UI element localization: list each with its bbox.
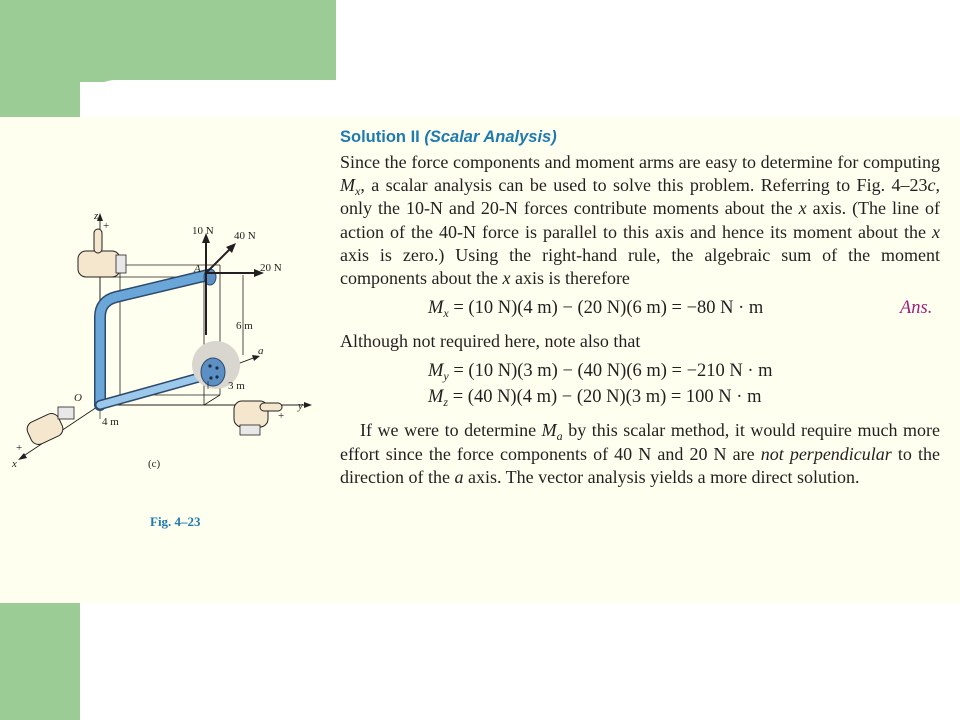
equation-my-body — [428, 361, 773, 382]
solution-text — [340, 128, 940, 489]
p3-part-3: to the direction of the — [340, 443, 941, 487]
p1-part-2: , a scalar analysis can be used to solve this problem. Referring to Fig. 4–23 — [360, 175, 928, 196]
p1-x3: x — [502, 268, 511, 289]
flange — [201, 358, 225, 386]
equation-my — [340, 361, 940, 387]
eq-my-m: M — [428, 361, 444, 382]
solution-title-italic: (Scalar Analysis) — [424, 128, 557, 146]
p1-part-5: axis is zero.) Using the right-hand rule, the algebraic sum of the moment components about the — [340, 244, 940, 289]
pipe-diagram — [8, 205, 328, 495]
p3-part-1: If we were to determine — [360, 420, 542, 441]
paragraph-1 — [340, 151, 940, 290]
p1-part-3: , only the 10-N and 20-N forces contribute moments about the — [340, 175, 940, 219]
p1-x2: x — [932, 221, 940, 242]
label-plus-x: + — [16, 442, 23, 454]
eq-mx-m: M — [428, 298, 444, 319]
equation-mx — [340, 298, 940, 324]
label-origin-o: O — [74, 392, 82, 404]
equation-mz — [340, 387, 940, 413]
p3-part-2: by this scalar method, it would require much more effort since the force components of 40 N and 20 N are — [340, 420, 940, 464]
eq-my-rhs: = (10 N)(3 m) − (40 N)(6 m) = −210 N · m — [448, 361, 773, 382]
label-subfig-c: (c) — [148, 458, 161, 470]
equation-mx-body — [428, 298, 763, 319]
p1-part-1: Since the force components and moment arms are easy to determine for computing — [340, 152, 940, 172]
p1-sub: x — [355, 184, 361, 199]
p3-sub: a — [556, 429, 563, 444]
figure-4-23c — [8, 205, 328, 495]
label-20n: 20 N — [260, 262, 282, 274]
label-point-a: A — [194, 263, 201, 275]
figure-caption: Fig. 4–23 — [150, 514, 201, 529]
solution-title — [340, 128, 940, 147]
eq-mx-sub: x — [443, 306, 449, 321]
label-a-axis: a — [258, 345, 264, 357]
eq-mx-rhs: = (10 N)(4 m) − (20 N)(6 m) = −80 N · m — [448, 298, 764, 319]
eq-my-sub: y — [443, 369, 449, 384]
p1-part-4: axis. (The line of action of the 40-N force is parallel to this axis and hence its moment about the — [340, 198, 940, 242]
p1-x1: x — [798, 198, 807, 219]
p1-m: M — [340, 175, 355, 196]
label-6m: 6 m — [236, 320, 253, 332]
label-y: y — [298, 400, 303, 412]
answer-label: Ans. — [900, 298, 933, 319]
arrow-heads — [18, 213, 312, 460]
label-3m: 3 m — [228, 380, 245, 392]
label-x: x — [12, 458, 17, 470]
pipe — [100, 275, 208, 405]
p1-c: c — [927, 175, 936, 196]
eq-mz-sub: z — [443, 395, 449, 410]
label-10n: 10 N — [192, 225, 214, 237]
label-plus-z: + — [103, 220, 110, 232]
right-hand-y — [234, 401, 285, 435]
eq-mz-m: M — [428, 387, 444, 408]
paragraph-2: Although not required here, note also that — [340, 331, 641, 352]
p3-a: a — [454, 466, 464, 487]
solution-title-bold: Solution II — [340, 128, 420, 146]
p1-part-6: axis is therefore — [510, 268, 630, 289]
equation-mz-body — [428, 387, 761, 408]
right-hand-z — [78, 229, 126, 277]
label-40n: 40 N — [234, 230, 256, 242]
paragraph-3 — [340, 419, 940, 489]
p3-m: M — [541, 420, 557, 441]
p3-part-4: axis. The vector analysis yields a more direct solution. — [463, 466, 860, 487]
label-plus-y: + — [278, 410, 285, 422]
label-z: z — [94, 210, 99, 222]
label-4m: 4 m — [102, 416, 119, 428]
eq-mz-rhs: = (40 N)(4 m) − (20 N)(3 m) = 100 N · m — [448, 387, 762, 408]
p3-not-perpendicular: not perpendicular — [760, 443, 892, 464]
